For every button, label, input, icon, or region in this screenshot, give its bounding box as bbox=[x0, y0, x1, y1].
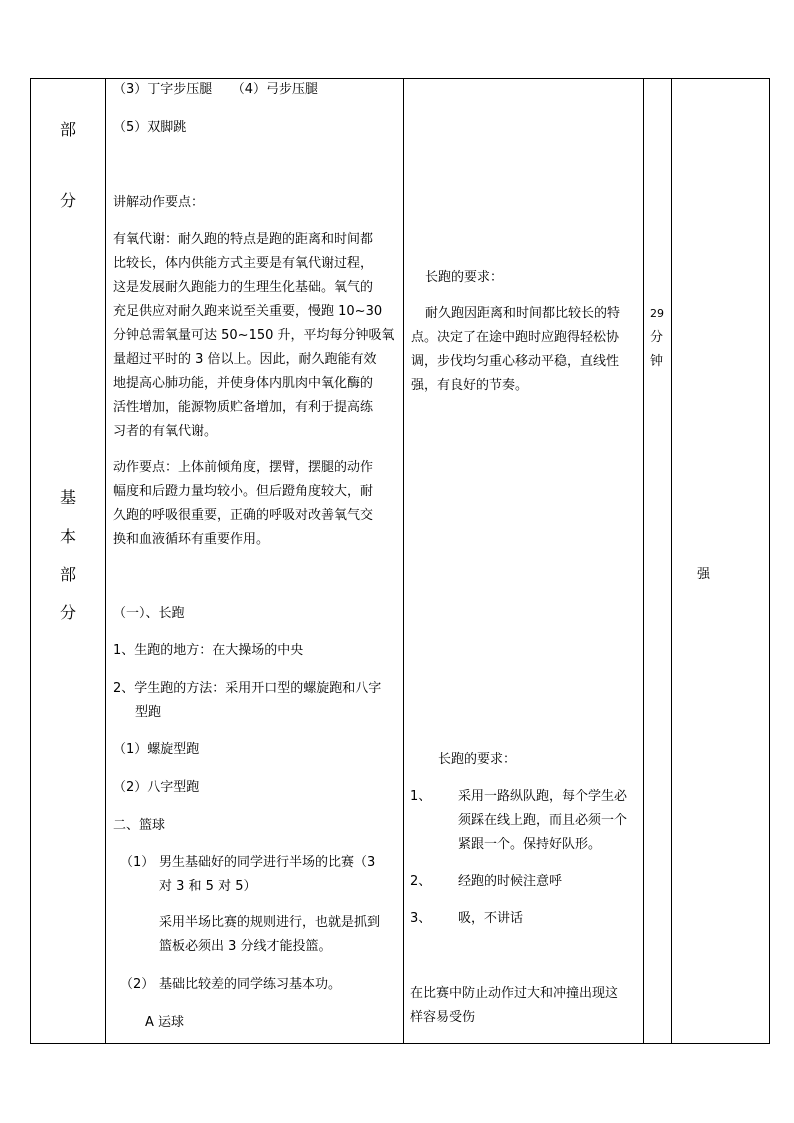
warmup-line: （5）双脚跳 bbox=[113, 120, 187, 135]
long-run-title: （一）、长跑 bbox=[113, 606, 185, 621]
section-char: 分 bbox=[60, 191, 77, 210]
action-text-line: 动作要点：上体前倾角度，摆臂，摆腿的动作 bbox=[113, 460, 374, 475]
column-divider-2 bbox=[403, 78, 404, 1044]
safety-note: 在比赛中防止动作过大和冲撞出现这 bbox=[410, 986, 619, 1001]
item-number: （1） bbox=[120, 855, 155, 870]
requirement-title: 长跑的要求： bbox=[438, 752, 517, 767]
requirement-text: 采用一路纵队跑，每个学生必 bbox=[458, 789, 628, 804]
aerobic-text-line: 习者的有氧代谢。 bbox=[113, 424, 218, 439]
aerobic-text-line: 活性增加，能源物质贮备增加，有利于提高练 bbox=[113, 400, 374, 415]
aerobic-text-line: 有氧代谢：耐久跑的特点是跑的距离和时间都 bbox=[113, 232, 374, 247]
basketball-rule: 篮板必须出 3 分线才能投篮。 bbox=[159, 939, 332, 954]
table-frame bbox=[30, 78, 770, 1044]
requirement-text: 点。决定了在途中跑时应跑得轻松协 bbox=[411, 330, 620, 345]
section-char: 分 bbox=[60, 603, 77, 622]
action-text-line: 幅度和后蹬力量均较小。但后蹬角度较大，耐 bbox=[113, 484, 374, 499]
run-place: 1、生跑的地方：在大操场的中央 bbox=[113, 643, 304, 658]
spiral-run: （1）螺旋型跑 bbox=[113, 742, 200, 757]
requirement-text: 须踩在线上跑，而且必须一个 bbox=[458, 813, 628, 828]
action-text-line: 换和血液循环有重要作用。 bbox=[113, 532, 270, 547]
warmup-line: （3）丁字步压腿 （4）弓步压腿 bbox=[113, 82, 319, 97]
run-method: 型跑 bbox=[135, 705, 162, 720]
intensity-value: 强 bbox=[697, 567, 711, 582]
section-char: 基 bbox=[60, 488, 77, 507]
requirement-text: 吸，不讲话 bbox=[458, 911, 524, 926]
aerobic-text-line: 这是发展耐久跑能力的生理生化基础。氧气的 bbox=[113, 280, 374, 295]
safety-note: 样容易受伤 bbox=[410, 1010, 476, 1025]
requirement-number: 2、 bbox=[410, 874, 432, 889]
requirement-text: 紧跟一个。保持好队形。 bbox=[458, 837, 602, 852]
basketball-title: 二、篮球 bbox=[113, 818, 166, 833]
aerobic-text-line: 量超过平时的 3 倍以上。因此，耐久跑能有效 bbox=[113, 352, 377, 367]
aerobic-text-line: 地提高心肺功能，并使身体内肌肉中氧化酶的 bbox=[113, 376, 374, 391]
requirement-number: 1、 bbox=[410, 789, 432, 804]
time-minutes: 29 bbox=[650, 307, 664, 320]
requirement-text: 强，有良好的节奏。 bbox=[411, 378, 529, 393]
section-char: 本 bbox=[60, 527, 77, 546]
requirement-text: 经跑的时候注意呼 bbox=[458, 874, 563, 889]
action-text-line: 久跑的呼吸很重要，正确的呼吸对改善氧气交 bbox=[113, 508, 374, 523]
aerobic-text-line: 充足供应对耐久跑来说至关重要，慢跑 10~30 bbox=[113, 304, 383, 319]
aerobic-text-line: 分钟总需氧量可达 50~150 升，平均每分钟吸氧 bbox=[113, 328, 395, 343]
item-number: （2） bbox=[120, 977, 155, 992]
points-heading: 讲解动作要点： bbox=[113, 195, 205, 210]
basketball-item-2: 基础比较差的同学练习基本功。 bbox=[159, 977, 342, 992]
column-divider-3 bbox=[643, 78, 644, 1044]
eight-run: （2）八字型跑 bbox=[113, 780, 200, 795]
requirement-text: 耐久跑因距离和时间都比较长的特 bbox=[425, 306, 621, 321]
requirement-text: 调，步伐均匀重心移动平稳，直线性 bbox=[411, 354, 620, 369]
run-method: 2、学生跑的方法：采用开口型的螺旋跑和八字 bbox=[113, 681, 382, 696]
column-divider-4 bbox=[671, 78, 672, 1044]
section-char: 部 bbox=[60, 565, 77, 584]
section-char: 部 bbox=[60, 120, 77, 139]
dribble: A 运球 bbox=[145, 1015, 185, 1030]
basketball-item-1: 男生基础好的同学进行半场的比赛（3 bbox=[159, 855, 376, 870]
column-divider-1 bbox=[105, 78, 106, 1044]
time-unit: 分 bbox=[650, 330, 664, 345]
basketball-item-1: 对 3 和 5 对 5） bbox=[159, 879, 257, 894]
requirement-number: 3、 bbox=[410, 911, 432, 926]
aerobic-text-line: 比较长，体内供能方式主要是有氧代谢过程， bbox=[113, 256, 374, 271]
basketball-rule: 采用半场比赛的规则进行，也就是抓到 bbox=[159, 915, 381, 930]
requirement-title: 长跑的要求： bbox=[425, 270, 504, 285]
time-unit: 钟 bbox=[650, 354, 664, 369]
